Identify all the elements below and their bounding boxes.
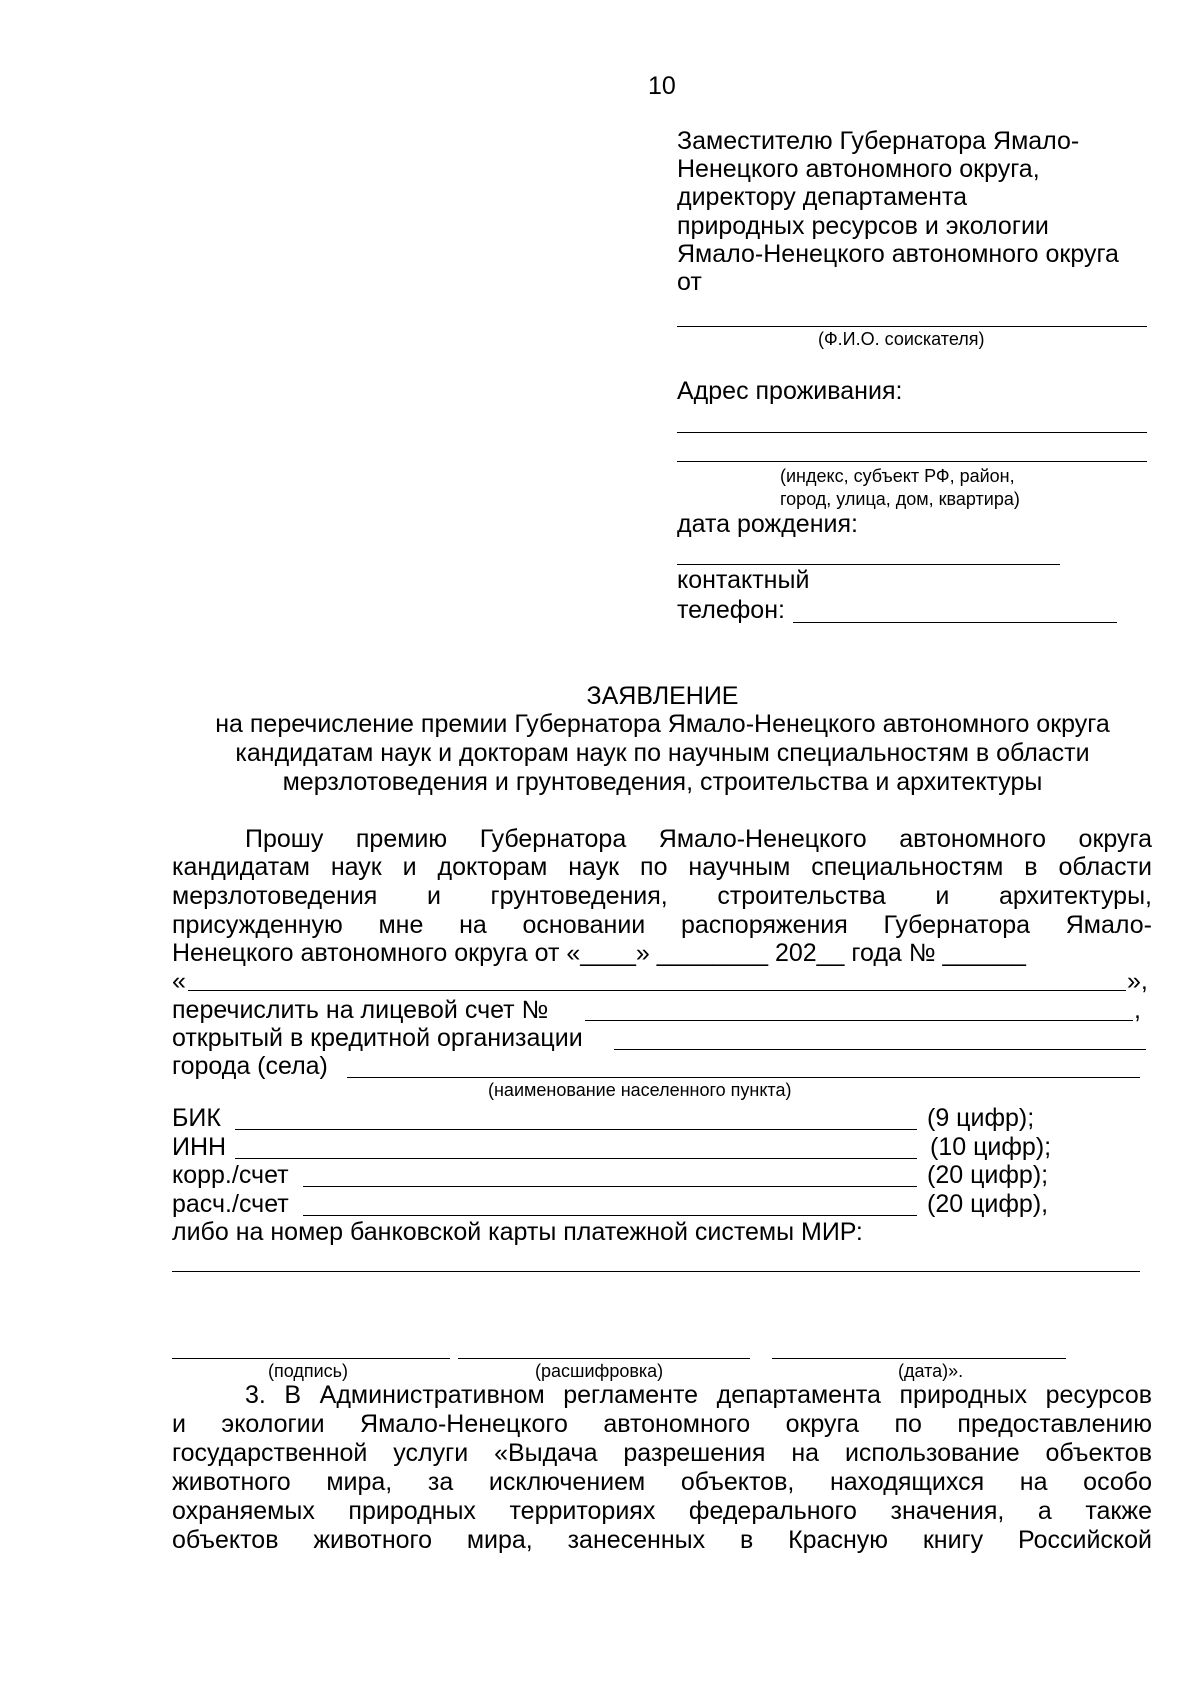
- city-caption: (наименование населенного пункта): [488, 1080, 792, 1100]
- addressee-line: Ямало-Ненецкого автономного округа: [677, 240, 1119, 268]
- inn-blank-line: [235, 1158, 917, 1159]
- paragraph-line: Прошу премию Губернатора Ямало-Ненецкого автономного округа: [245, 825, 1152, 853]
- phone-blank-line: [793, 622, 1117, 623]
- card-label: либо на номер банковской карты платежной системы МИР:: [172, 1218, 863, 1246]
- paragraph-line: 3. В Административном регламенте департамента природных ресурсов: [245, 1381, 1152, 1409]
- date-blank-line: [772, 1358, 1066, 1359]
- calc-account-note: (20 цифр),: [927, 1190, 1049, 1218]
- addressee-line: природных ресурсов и экологии: [677, 212, 1049, 240]
- account-label: перечислить на лицевой счет №: [172, 996, 549, 1024]
- paragraph-line: и экологии Ямало-Ненецкого автономного округа по предоставлению: [172, 1410, 1152, 1438]
- addressee-line: от: [677, 268, 702, 296]
- statement-title: ЗАЯВЛЕНИЕ: [586, 682, 739, 710]
- inn-label: ИНН: [172, 1133, 227, 1161]
- addressee-line: Заместителю Губернатора Ямало-: [677, 127, 1080, 155]
- statement-subtitle: кандидатам наук и докторам наук по научным специальностям в области: [235, 739, 1090, 767]
- address-caption: (индекс, субъект РФ, район,: [780, 466, 1015, 486]
- paragraph-line: животного мира, за исключением объектов, находящихся на особо: [172, 1468, 1152, 1496]
- addressee-line: директору департамента: [677, 183, 968, 211]
- birth-date-label: дата рождения:: [677, 510, 858, 538]
- paragraph-line: присужденную мне на основании распоряжения Губернатора Ямало-: [172, 911, 1152, 939]
- order-name-blank-line: [188, 990, 1126, 991]
- bik-note: (9 цифр);: [927, 1104, 1035, 1132]
- phone-label: телефон:: [677, 596, 785, 624]
- date-caption: (дата)».: [898, 1361, 964, 1381]
- calc-account-blank-line: [303, 1215, 917, 1216]
- quote-close: »,: [1127, 967, 1148, 995]
- address-caption: город, улица, дом, квартира): [780, 489, 1020, 509]
- address-blank-line: [677, 432, 1147, 433]
- corr-account-label: корр./счет: [172, 1161, 289, 1189]
- addressee-line: Ненецкого автономного округа,: [677, 155, 1040, 183]
- calc-account-label: расч./счет: [172, 1190, 289, 1218]
- paragraph-line: кандидатам наук и докторам наук по научным специальностям в области: [172, 853, 1152, 881]
- account-comma: ,: [1134, 996, 1141, 1024]
- city-label: города (села): [172, 1052, 328, 1080]
- bik-blank-line: [235, 1129, 917, 1130]
- corr-account-blank-line: [303, 1186, 917, 1187]
- corr-account-note: (20 цифр);: [927, 1161, 1049, 1189]
- bik-label: БИК: [172, 1104, 221, 1132]
- paragraph-line: охраняемых природных территориях федерального значения, а также: [172, 1497, 1152, 1525]
- fio-caption: (Ф.И.О. соискателя): [818, 329, 985, 349]
- city-blank-line: [347, 1077, 1140, 1078]
- statement-subtitle: мерзлотоведения и грунтоведения, строительства и архитектуры: [282, 768, 1043, 796]
- paragraph-line: Ненецкого автономного округа от «____» ________ 202__ года № ______: [172, 939, 1026, 967]
- page-number: 10: [648, 72, 676, 100]
- statement-subtitle: на перечисление премии Губернатора Ямало-Ненецкого автономного округа: [215, 710, 1110, 738]
- decode-blank-line: [458, 1358, 750, 1359]
- card-blank-line: [172, 1271, 1140, 1272]
- signature-caption: (подпись): [268, 1361, 349, 1381]
- paragraph-line: объектов животного мира, занесенных в Красную книгу Российской: [172, 1526, 1152, 1554]
- bank-blank-line: [614, 1049, 1146, 1050]
- inn-note: (10 цифр);: [930, 1133, 1052, 1161]
- account-blank-line: [585, 1020, 1133, 1021]
- address-blank-line: [677, 461, 1147, 462]
- birth-date-blank-line: [677, 564, 1060, 565]
- paragraph-line: мерзлотоведения и грунтоведения, строительства и архитектуры,: [172, 882, 1152, 910]
- fio-blank-line: [677, 326, 1147, 327]
- decode-caption: (расшифровка): [535, 1361, 664, 1381]
- paragraph-line: государственной услуги «Выдача разрешения на использование объектов: [172, 1439, 1152, 1467]
- phone-label: контактный: [677, 566, 810, 594]
- quote-open: «: [172, 967, 186, 995]
- signature-blank-line: [172, 1358, 450, 1359]
- bank-label: открытый в кредитной организации: [172, 1024, 583, 1052]
- address-label: Адрес проживания:: [677, 377, 903, 405]
